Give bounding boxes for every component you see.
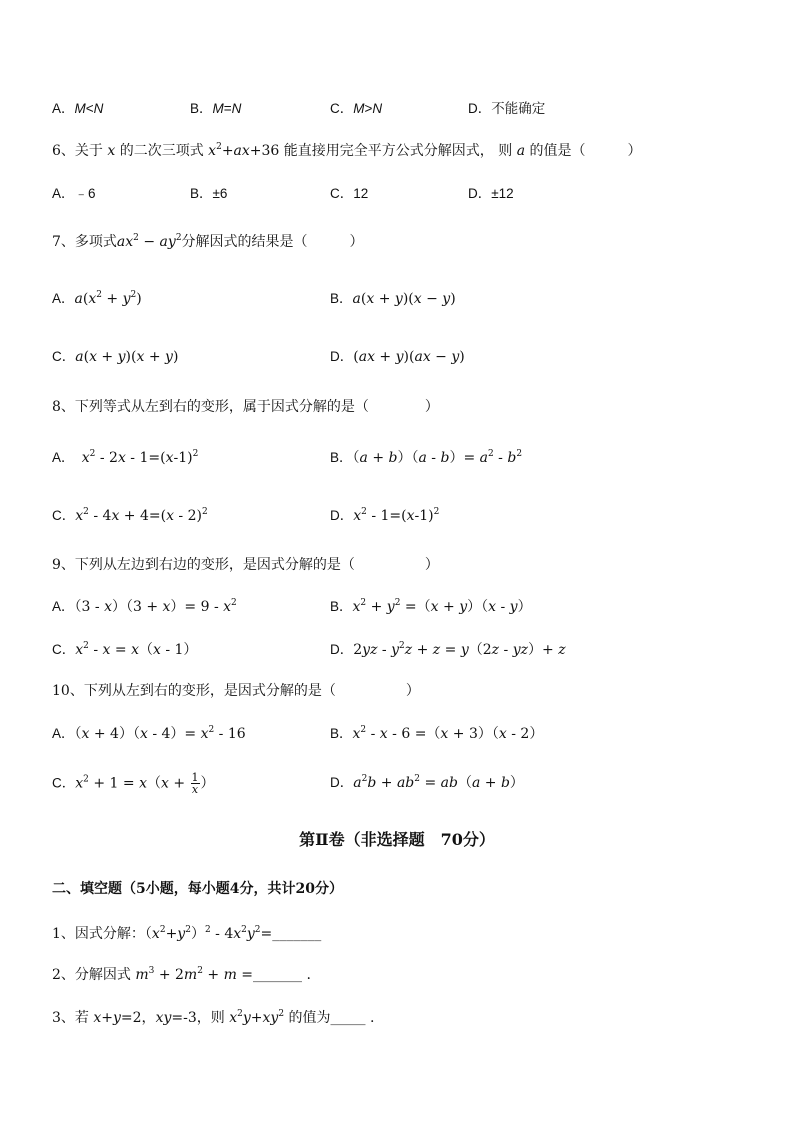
q7-option-a: A．$a(x^2 + y^2)$ [52, 290, 142, 307]
answer-blank[interactable]: _______ [253, 967, 303, 983]
q7-stem: 7、多项式$ax^2 - ay^2$分解因式的结果是（ ） [52, 233, 364, 250]
q5-option-d: D．不能确定 [468, 101, 546, 116]
q9-option-d: D．$2yz - y^2z + z = y(2z - yz)+ z$ [330, 641, 566, 658]
fill-question-1: 1、因式分解：$(x^2+y^2)^2$ - $4x^2y^2=\_\_\_\_\_\_\_$ [52, 925, 322, 942]
q6-option-a: A．﹣6 [52, 186, 96, 201]
q10-option-a: A．$(x + 4)(x - 4)= x^2 - 16$ [52, 725, 246, 742]
q7-option-c: C．a(x + y)(x + y) [52, 349, 179, 365]
q8-option-a: A． $x^2 - 2x - 1=(x-1)^2$ [52, 449, 199, 466]
q9-option-c: C．$x^2 - x = x(x - 1)$ [52, 641, 198, 658]
q6-option-b: B．±6 [190, 186, 228, 201]
q8-option-c: C．$x^2 - 4x + 4=(x - 2)^2$ [52, 507, 208, 524]
q5-option-c: C．M>N [330, 101, 383, 116]
answer-blank[interactable]: _______ [272, 926, 322, 942]
q6-stem: 6、关于 x 的二次三项式 $x^2+ax+36$ 能直接用完全平方公式分解因式， 则 a 的值是（ ） [52, 142, 642, 159]
q6-option-d: D．±12 [468, 186, 514, 201]
fill-question-2: 2、分解因式 $m^3 + 2m^2 + m$ =_______ . [52, 966, 311, 983]
fraction-1-over-x: $\frac{1}{x}$ [191, 771, 199, 796]
section-title: 第Ⅱ卷（非选择题 70分） [299, 830, 495, 849]
q9-option-a: A．$(3 - x)(3 + x)= 9 - x^2$ [52, 598, 237, 615]
q6-option-c: C．12 [330, 186, 369, 201]
part-title: 二、填空题（5小题，每小题4分，共计20分） [52, 881, 343, 897]
q10-option-c: C．$x^2 + 1 = x(x$ + $\frac{1}{x}$ ） [52, 771, 215, 796]
q5-option-b: B．M=N [190, 101, 242, 116]
q8-option-d: D．$x^2 - 1=(x-1)^2$ [330, 507, 440, 524]
q9-option-b: B．$x^2 + y^2 =(x + y)(x - y)$ [330, 598, 532, 615]
q8-stem: 8、下列等式从左到右的变形，属于因式分解的是（ ） [52, 399, 439, 415]
q7-option-b: B．a(x + y)(x − y) [330, 291, 456, 307]
q8-option-b: B．$(a + b)(a - b)= a^2 - b^2$ [330, 449, 523, 466]
q10-option-d: D．$a^2b + ab^2 = ab(a + b)$ [330, 774, 524, 791]
answer-blank[interactable]: _____ [330, 1010, 366, 1026]
q10-stem: 10、下列从左到右的变形，是因式分解的是（ ） [52, 683, 420, 699]
q10-option-b: B．$x^2 - x - 6 =(x + 3)(x - 2)$ [330, 725, 544, 742]
q7-option-d: D．(ax + y)(ax − y) [330, 349, 465, 365]
q9-stem: 9、下列从左边到右边的变形，是因式分解的是（ ） [52, 557, 439, 573]
q5-option-a: A．M<N [52, 101, 104, 116]
fill-question-3: 3、若 x+y=2，xy=-3，则 $x^2y+xy^2$ 的值为_____ . [52, 1009, 375, 1026]
